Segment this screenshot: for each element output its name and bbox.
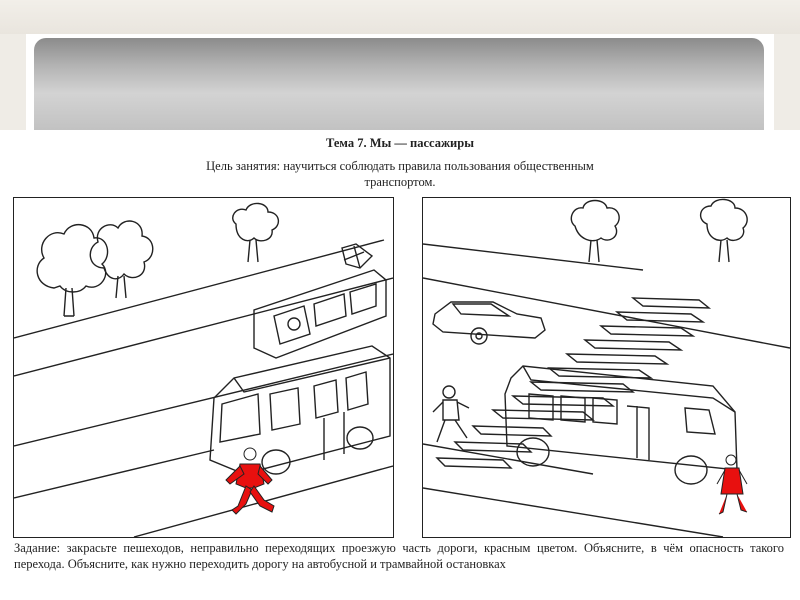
car-illustration	[433, 302, 545, 344]
slide-frame-top	[0, 0, 800, 34]
worksheet-goal: Цель занятия: научиться соблюдать правила пользования общественным транспортом.	[206, 159, 594, 189]
illustration-tram-bus	[13, 197, 394, 538]
bus-illustration	[210, 346, 390, 474]
slide-title-placeholder	[34, 38, 764, 130]
crosswalk	[437, 298, 709, 468]
slide-frame-right	[774, 34, 800, 134]
worksheet-task: Задание: закрасьте пешеходов, неправильно переходящих проезжую часть дороги, красным цветом. Объясните, в чём опасность такого перехода. Объясните, как нужно переходить дорогу на автобусной и трамвайной остановках	[14, 541, 784, 571]
illustration-crosswalk-bus	[422, 197, 791, 538]
worksheet-title: Тема 7. Мы — пассажиры	[326, 136, 474, 150]
slide-frame-left	[0, 34, 26, 134]
pedestrian-figure	[717, 455, 747, 514]
tree-icon	[701, 199, 748, 262]
tram-illustration	[254, 270, 386, 358]
tree-icon	[90, 221, 152, 298]
tree-icon	[571, 201, 619, 263]
pedestrian-figure	[433, 386, 469, 442]
pedestrian-figure	[226, 448, 274, 514]
tree-icon	[233, 203, 279, 262]
